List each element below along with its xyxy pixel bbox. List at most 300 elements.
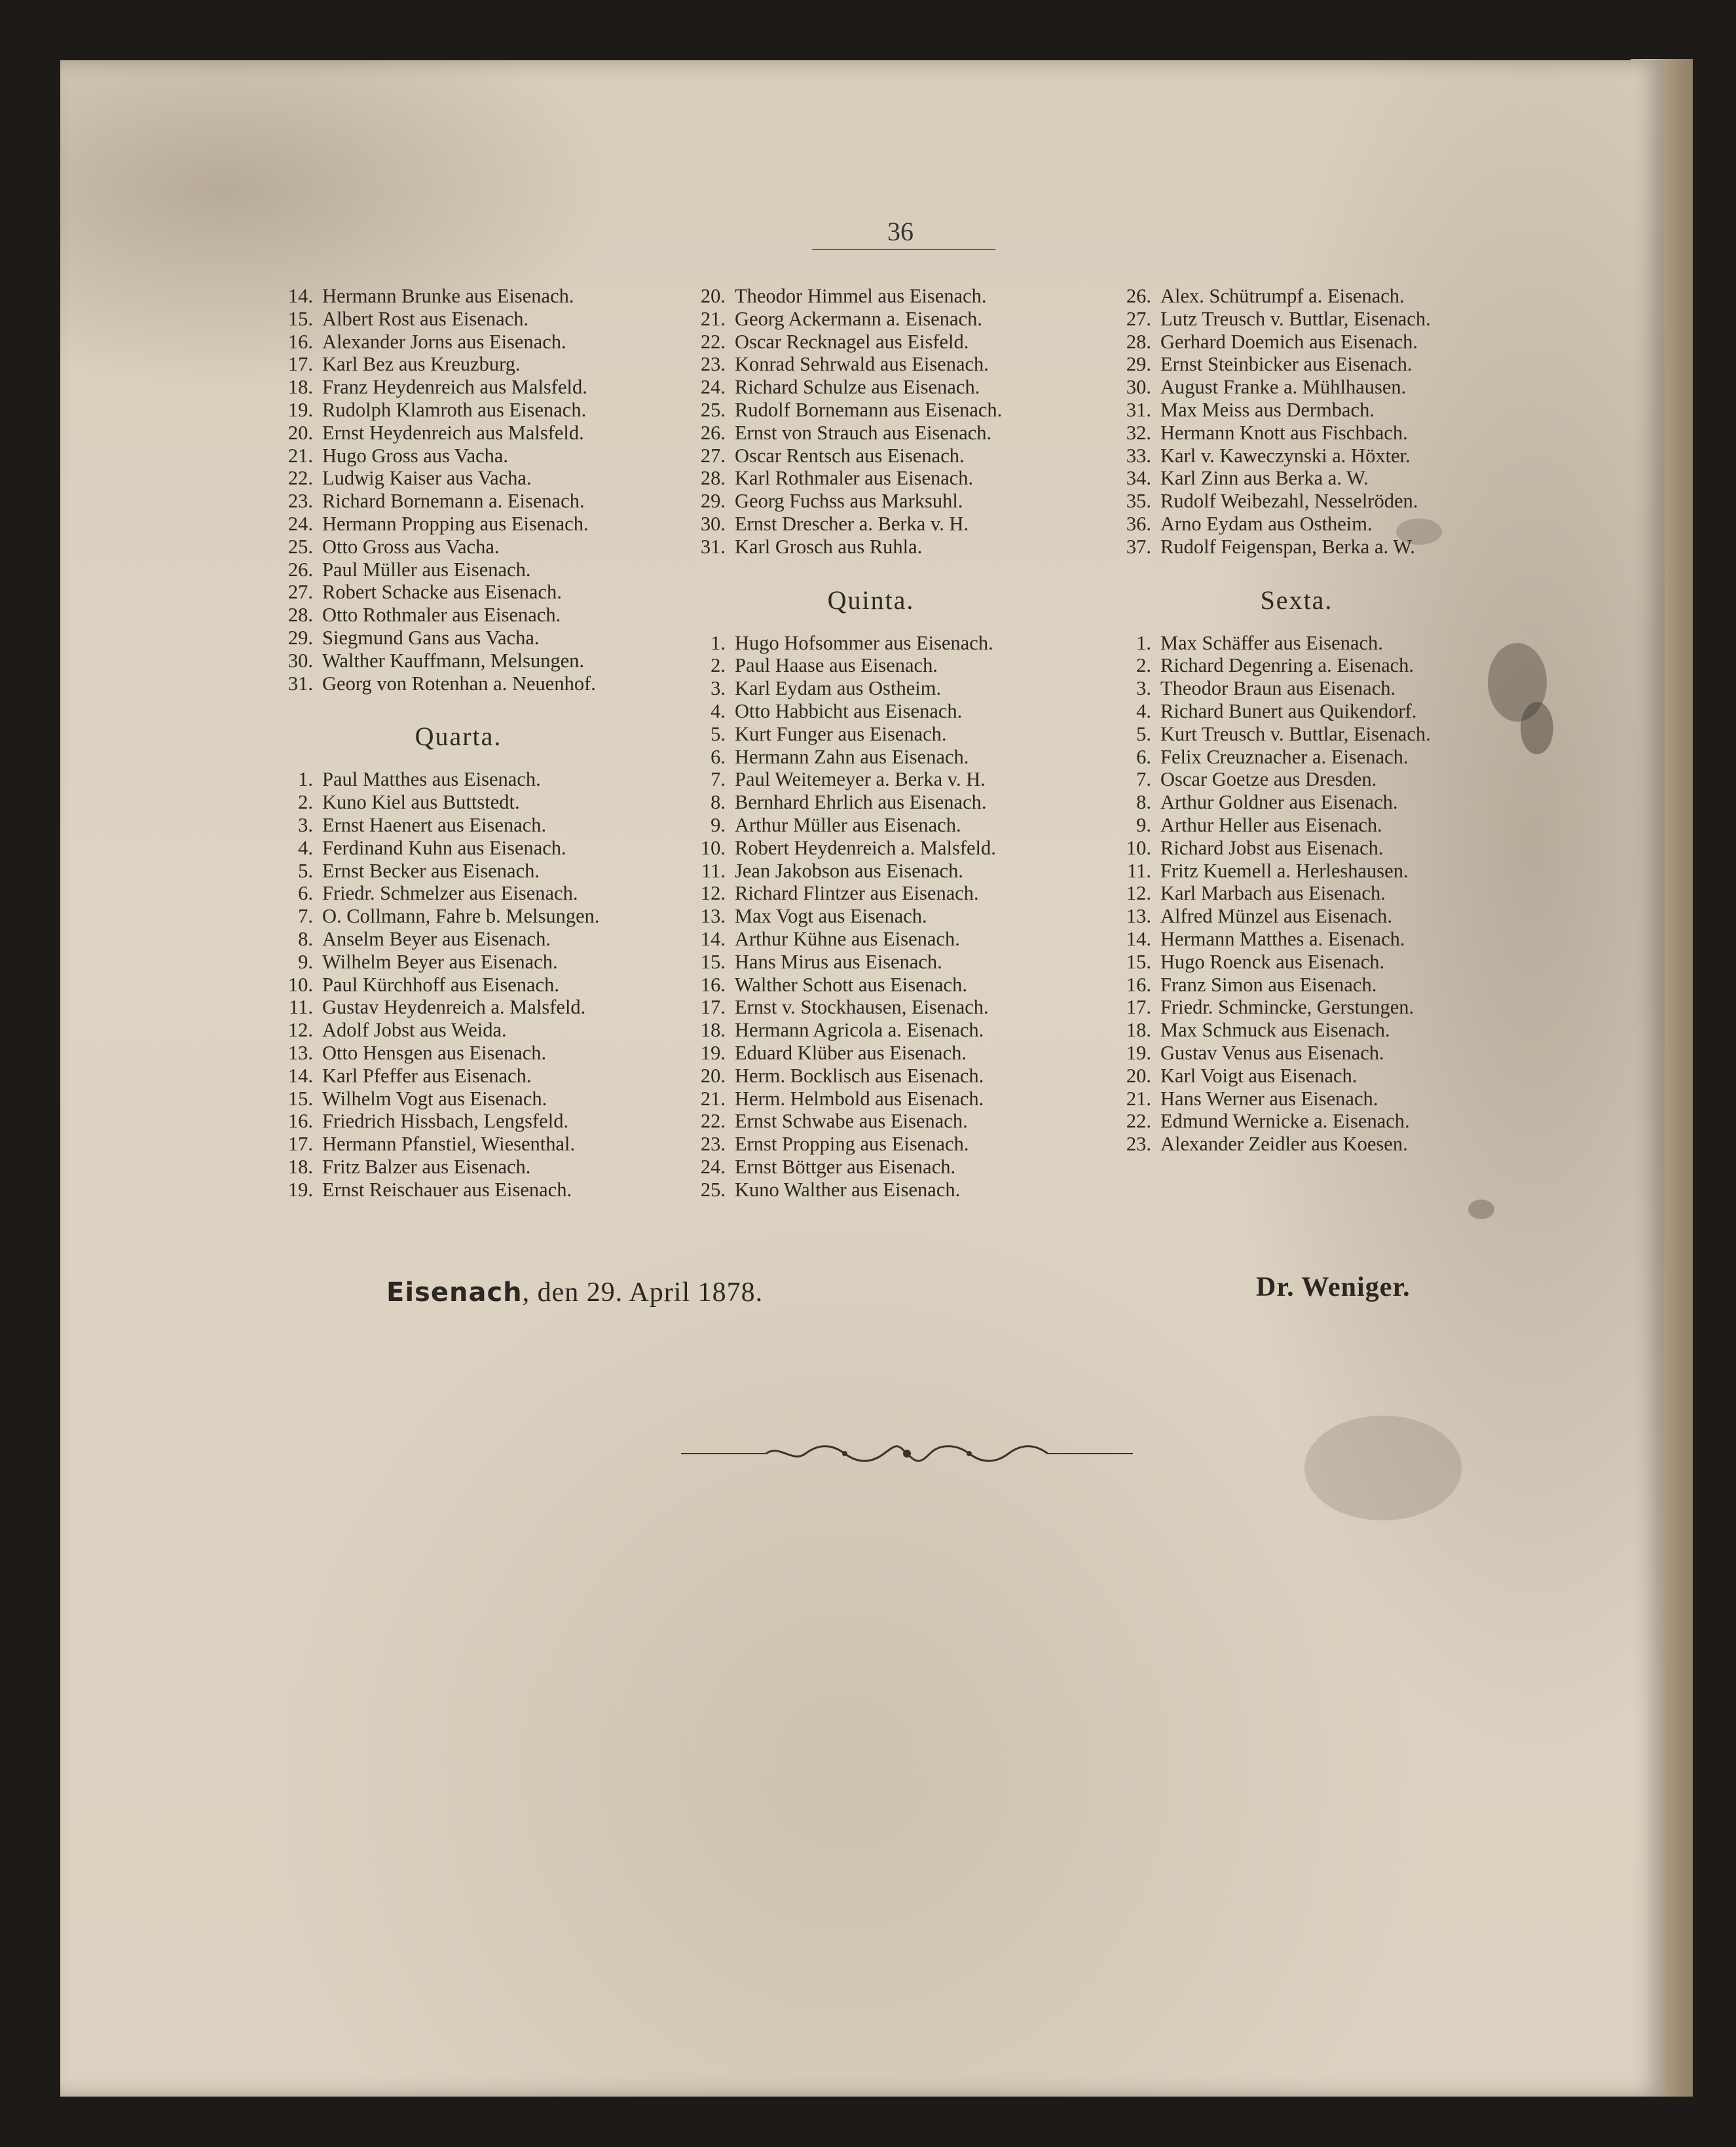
column-1 [268, 285, 674, 1201]
list-item [681, 677, 1100, 700]
list-item-text: Walther Kauffmann, Melsungen. [322, 649, 585, 672]
list-item-number: 2. [1136, 654, 1151, 677]
list-item [1107, 399, 1578, 422]
list-item [681, 768, 1100, 791]
list-item-text: Arthur Heller aus Eisenach. [1160, 813, 1382, 836]
list-item [268, 951, 674, 974]
list-item [1107, 814, 1578, 837]
list-item [268, 604, 674, 627]
list-item-number: 10. [1126, 836, 1151, 859]
list-item-number: 15. [700, 950, 726, 973]
list-item [681, 422, 1100, 445]
list-item-number: 30. [287, 649, 313, 672]
list-item-text: Paul Kürchhoff aus Eisenach. [322, 973, 559, 996]
list-item-number: 23. [700, 1133, 726, 1156]
list-item-text: Ernst Propping aus Eisenach. [735, 1133, 969, 1156]
list-item-number: 5. [1136, 722, 1151, 745]
list-item-number: 7. [1136, 768, 1151, 791]
list-item [681, 1065, 1100, 1088]
list-item-text: Georg von Rotenhan a. Neuenhof. [322, 672, 596, 695]
list-item-number: 2. [711, 654, 726, 677]
list-item [681, 285, 1100, 308]
list-item-number: 24. [287, 512, 313, 535]
list-item [1107, 1088, 1578, 1110]
list-item-number: 22. [700, 330, 726, 353]
list-item [681, 814, 1100, 837]
list-item-text: Karl Marbach aus Eisenach. [1160, 882, 1386, 905]
list-item [268, 331, 674, 354]
list-item [1107, 700, 1578, 723]
list-item-text: Robert Heydenreich a. Malsfeld. [735, 836, 996, 859]
list-item [268, 467, 674, 490]
list-item-number: 16. [700, 973, 726, 996]
list-item-text: Ludwig Kaiser aus Vacha. [322, 467, 532, 490]
list-item [268, 1088, 674, 1110]
list-item-text: Walther Schott aus Eisenach. [735, 973, 967, 996]
list-item [268, 837, 674, 860]
list-item [268, 1133, 674, 1156]
list-item [681, 837, 1100, 860]
list-item-number: 13. [287, 1041, 313, 1064]
list-item [681, 445, 1100, 468]
list-item [1107, 951, 1578, 974]
list-item-text: Kurt Treusch v. Buttlar, Eisenach. [1160, 722, 1431, 745]
list-item [268, 996, 674, 1019]
list-item [268, 1110, 674, 1133]
list-item [1107, 467, 1578, 490]
list-item-number: 26. [700, 421, 726, 444]
list-item [268, 308, 674, 331]
section-heading: Sexta. [1260, 585, 1333, 615]
list-item-number: 6. [1136, 745, 1151, 768]
list-item-text: Karl Zinn aus Berka a. W. [1160, 467, 1369, 490]
list-item-text: Oscar Recknagel aus Eisfeld. [735, 330, 969, 353]
list-item [268, 928, 674, 951]
list-item-number: 22. [1126, 1110, 1151, 1133]
list-item-text: Karl v. Kaweczynski a. Höxter. [1160, 444, 1411, 467]
list-item-text: Otto Hensgen aus Eisenach. [322, 1041, 547, 1064]
list-item-text: Alexander Zeidler aus Koesen. [1160, 1133, 1408, 1156]
list-item-number: 4. [298, 836, 313, 859]
list-item-text: Hugo Roenck aus Eisenach. [1160, 950, 1385, 973]
list-item-text: Rudolph Klamroth aus Eisenach. [322, 398, 587, 421]
list-item [268, 1042, 674, 1065]
list-item-text: Wilhelm Beyer aus Eisenach. [322, 950, 558, 973]
list-item-number: 14. [700, 927, 726, 950]
signature: Dr. Weniger. [1256, 1272, 1411, 1302]
list-item [268, 353, 674, 376]
list-item-number: 28. [1126, 330, 1151, 353]
list-item-number: 32. [1126, 421, 1151, 444]
list-item [681, 905, 1100, 928]
list-item [681, 1133, 1100, 1156]
list-item-number: 9. [711, 813, 726, 836]
list-item [1107, 860, 1578, 883]
list-item [681, 399, 1100, 422]
list-item [1107, 928, 1578, 951]
list-item [1107, 536, 1578, 559]
list-item-number: 1. [711, 631, 726, 654]
list-item-text: Kurt Funger aus Eisenach. [735, 722, 947, 745]
list-item-text: Ernst von Strauch aus Eisenach. [735, 421, 992, 444]
list-item-text: Paul Matthes aus Eisenach. [322, 768, 541, 791]
list-item-text: Hermann Matthes a. Eisenach. [1160, 927, 1405, 950]
list-item-number: 12. [287, 1019, 313, 1042]
list-item [681, 376, 1100, 399]
list-item-number: 24. [700, 1155, 726, 1178]
list-item-number: 15. [1126, 950, 1151, 973]
list-item [1107, 996, 1578, 1019]
list-item-text: Kuno Walther aus Eisenach. [735, 1178, 961, 1201]
list-item [268, 536, 674, 559]
list-item-number: 2. [298, 791, 313, 814]
list-item [1107, 308, 1578, 331]
list-item-text: Paul Haase aus Eisenach. [735, 654, 938, 677]
list-item-text: Herm. Helmbold aus Eisenach. [735, 1087, 984, 1110]
list-item-text: Otto Rothmaler aus Eisenach. [322, 604, 561, 627]
list-item-text: Max Schmuck aus Eisenach. [1160, 1019, 1390, 1042]
list-item [1107, 723, 1578, 746]
list-item-number: 7. [298, 905, 313, 928]
list-item [268, 627, 674, 650]
list-item-number: 8. [711, 791, 726, 814]
list-item-text: Richard Schulze aus Eisenach. [735, 376, 980, 399]
list-item-number: 28. [700, 467, 726, 490]
list-item-text: Ernst Haenert aus Eisenach. [322, 813, 547, 836]
list-item [681, 1179, 1100, 1202]
list-item-text: Alfred Münzel aus Eisenach. [1160, 905, 1393, 928]
list-item-number: 27. [700, 444, 726, 467]
list-item [268, 445, 674, 468]
list-item-number: 19. [700, 1041, 726, 1064]
list-item-text: Otto Gross aus Vacha. [322, 535, 500, 558]
list-item-number: 19. [287, 398, 313, 421]
list-item [1107, 882, 1578, 905]
list-item [268, 791, 674, 814]
list-item-number: 20. [700, 285, 726, 307]
list-item-text: Ernst Steinbicker aus Eisenach. [1160, 353, 1413, 376]
closing-date [386, 1277, 763, 1308]
list-item-number: 29. [1126, 353, 1151, 376]
list-item [681, 746, 1100, 769]
list-item-text: Max Schäffer aus Eisenach. [1160, 631, 1383, 654]
list-item-number: 6. [711, 745, 726, 768]
list-item-number: 10. [700, 836, 726, 859]
list-item-text: Franz Simon aus Eisenach. [1160, 973, 1377, 996]
list-item [1107, 677, 1578, 700]
list-item-text: Arthur Goldner aus Eisenach. [1160, 791, 1398, 814]
list-item-text: Hermann Zahn aus Eisenach. [735, 745, 969, 768]
ink-stain [1304, 1416, 1462, 1520]
list-item-number: 7. [711, 768, 726, 791]
list-item-text: Lutz Treusch v. Buttlar, Eisenach. [1160, 307, 1431, 330]
list-item-text: Karl Bez aus Kreuzburg. [322, 353, 521, 376]
list-item [1107, 445, 1578, 468]
list-item [268, 882, 674, 905]
list-item-text: Ernst Reischauer aus Eisenach. [322, 1178, 572, 1201]
list-item-text: Friedr. Schmelzer aus Eisenach. [322, 882, 578, 905]
list-item [681, 1019, 1100, 1042]
list-item [681, 723, 1100, 746]
list-item [268, 490, 674, 513]
list-item-number: 31. [1126, 398, 1151, 421]
list-item [681, 654, 1100, 677]
list-item-number: 4. [711, 699, 726, 722]
list-item [1107, 905, 1578, 928]
list-item-text: Ernst Becker aus Eisenach. [322, 859, 540, 882]
closing-city: Eisenach [386, 1277, 523, 1308]
column-3 [1107, 285, 1578, 1156]
list-item-number: 14. [287, 285, 313, 307]
section-heading: Quarta. [415, 722, 502, 752]
list-item-number: 22. [287, 467, 313, 490]
list-item-number: 19. [287, 1178, 313, 1201]
list-item [1107, 422, 1578, 445]
list-item-text: Theodor Braun aus Eisenach. [1160, 677, 1396, 700]
list-item [268, 650, 674, 672]
list-item-number: 25. [700, 398, 726, 421]
list-item-text: Hugo Hofsommer aus Eisenach. [735, 631, 993, 654]
list-item [681, 513, 1100, 536]
list-item [268, 672, 674, 695]
list-item-text: Hermann Brunke aus Eisenach. [322, 285, 574, 307]
list-item [1107, 1019, 1578, 1042]
list-item-text: Arthur Müller aus Eisenach. [735, 813, 961, 836]
list-item-text: Fritz Balzer aus Eisenach. [322, 1155, 531, 1178]
section-heading: Quinta. [827, 585, 915, 615]
list-item-text: Paul Müller aus Eisenach. [322, 558, 531, 581]
list-item-text: Friedr. Schmincke, Gerstungen. [1160, 996, 1414, 1019]
list-item-number: 9. [1136, 813, 1151, 836]
list-item-text: Oscar Goetze aus Dresden. [1160, 768, 1377, 791]
list-item [1107, 654, 1578, 677]
list-item [681, 996, 1100, 1019]
list-item-number: 12. [700, 882, 726, 905]
list-item [681, 490, 1100, 513]
list-item [1107, 513, 1578, 536]
list-item-number: 30. [700, 512, 726, 535]
list-item-text: Karl Rothmaler aus Eisenach. [735, 467, 974, 490]
list-item-text: Ernst Drescher a. Berka v. H. [735, 512, 969, 535]
list-item-text: Fritz Kuemell a. Herleshausen. [1160, 859, 1409, 882]
list-item-number: 3. [711, 677, 726, 700]
list-item-number: 20. [1126, 1064, 1151, 1087]
list-item-number: 23. [287, 490, 313, 513]
list-item [1107, 837, 1578, 860]
list-item-text: Richard Degenring a. Eisenach. [1160, 654, 1414, 677]
list-item [1107, 768, 1578, 791]
list-item-number: 23. [1126, 1133, 1151, 1156]
list-item-text: Theodor Himmel aus Eisenach. [735, 285, 987, 307]
list-item-text: Karl Grosch aus Ruhla. [735, 535, 923, 558]
ornament-divider [681, 1437, 1133, 1470]
list-item [268, 768, 674, 791]
list-item [268, 581, 674, 604]
list-item [268, 1019, 674, 1042]
list-item-number: 29. [700, 490, 726, 513]
list-item [1107, 285, 1578, 308]
list-item [268, 422, 674, 445]
list-item [681, 700, 1100, 723]
list-item-text: Karl Pfeffer aus Eisenach. [322, 1064, 532, 1087]
list-item-number: 35. [1126, 490, 1151, 513]
list-item-text: Albert Rost aus Eisenach. [322, 307, 529, 330]
list-item-text: Otto Habbicht aus Eisenach. [735, 699, 963, 722]
list-item-text: Paul Weitemeyer a. Berka v. H. [735, 768, 986, 791]
page-number: 36 [887, 217, 914, 246]
list-item [1107, 331, 1578, 354]
list-item-number: 18. [700, 1019, 726, 1042]
list-item-text: Rudolf Weibezahl, Nesselröden. [1160, 490, 1418, 513]
list-item-text: Max Vogt aus Eisenach. [735, 905, 927, 928]
list-item-number: 37. [1126, 535, 1151, 558]
list-item [681, 1156, 1100, 1179]
list-item [681, 467, 1100, 490]
list-item-number: 24. [700, 376, 726, 399]
list-item-text: Friedrich Hissbach, Lengsfeld. [322, 1110, 569, 1133]
list-item-text: Herm. Bocklisch aus Eisenach. [735, 1064, 984, 1087]
list-item-text: Wilhelm Vogt aus Eisenach. [322, 1087, 547, 1110]
list-item [268, 860, 674, 883]
list-item-number: 31. [700, 535, 726, 558]
list-item-number: 15. [287, 1087, 313, 1110]
list-item-text: Hermann Agricola a. Eisenach. [735, 1019, 984, 1042]
list-item [681, 308, 1100, 331]
list-item-number: 21. [1126, 1087, 1151, 1110]
list-item-number: 29. [287, 626, 313, 649]
list-item-number: 18. [287, 376, 313, 399]
list-item-text: Arthur Kühne aus Eisenach. [735, 927, 960, 950]
list-item [681, 632, 1100, 655]
list-item-text: Gustav Venus aus Eisenach. [1160, 1041, 1384, 1064]
list-item-number: 8. [298, 927, 313, 950]
list-item-number: 16. [1126, 973, 1151, 996]
list-item [268, 513, 674, 536]
list-item-number: 25. [287, 535, 313, 558]
list-item-number: 30. [1126, 376, 1151, 399]
list-item-number: 17. [1126, 996, 1151, 1019]
list-item-number: 9. [298, 950, 313, 973]
list-item [681, 353, 1100, 376]
list-item [1107, 1133, 1578, 1156]
list-item-number: 33. [1126, 444, 1151, 467]
list-item [268, 1065, 674, 1088]
list-item-text: Konrad Sehrwald aus Eisenach. [735, 353, 989, 376]
list-item-number: 21. [700, 1087, 726, 1110]
list-item-number: 11. [289, 996, 313, 1019]
list-item-text: Ferdinand Kuhn aus Eisenach. [322, 836, 566, 859]
list-item-text: Arno Eydam aus Ostheim. [1160, 512, 1373, 535]
list-item-text: Hermann Propping aus Eisenach. [322, 512, 589, 535]
list-item-number: 16. [287, 330, 313, 353]
page-number-rule [812, 249, 995, 250]
list-item [681, 1110, 1100, 1133]
list-item [268, 1156, 674, 1179]
list-item-text: Richard Bornemann a. Eisenach. [322, 490, 585, 513]
list-item-number: 15. [287, 307, 313, 330]
list-item-number: 4. [1136, 699, 1151, 722]
list-item-text: O. Collmann, Fahre b. Melsungen. [322, 905, 600, 928]
list-item-number: 28. [287, 604, 313, 627]
list-item-number: 23. [700, 353, 726, 376]
list-item [681, 536, 1100, 559]
list-item [1107, 632, 1578, 655]
list-item [1107, 791, 1578, 814]
list-item-text: Franz Heydenreich aus Malsfeld. [322, 376, 587, 399]
list-item [681, 928, 1100, 951]
list-item-number: 31. [287, 672, 313, 695]
list-item [268, 974, 674, 997]
list-item [1107, 746, 1578, 769]
list-item-number: 13. [1126, 905, 1151, 928]
list-item-text: Alexander Jorns aus Eisenach. [322, 330, 566, 353]
list-item [1107, 1042, 1578, 1065]
list-item-number: 13. [700, 905, 726, 928]
list-item-text: Ernst v. Stockhausen, Eisenach. [735, 996, 989, 1019]
list-item-text: Hermann Pfanstiel, Wiesenthal. [322, 1133, 576, 1156]
ink-stain [1468, 1200, 1494, 1219]
list-item-number: 11. [701, 859, 726, 882]
list-item-number: 26. [287, 558, 313, 581]
list-item-text: Hans Werner aus Eisenach. [1160, 1087, 1378, 1110]
list-item-number: 18. [1126, 1019, 1151, 1042]
list-item-number: 36. [1126, 512, 1151, 535]
list-item-text: Hans Mirus aus Eisenach. [735, 950, 942, 973]
list-item-number: 1. [298, 768, 313, 791]
list-item-number: 17. [700, 996, 726, 1019]
list-item-number: 19. [1126, 1041, 1151, 1064]
list-item-number: 17. [287, 1133, 313, 1156]
list-item-text: Rudolf Feigenspan, Berka a. W. [1160, 535, 1415, 558]
list-item-text: Siegmund Gans aus Vacha. [322, 626, 540, 649]
list-item-text: Richard Jobst aus Eisenach. [1160, 836, 1384, 859]
list-item-text: Kuno Kiel aus Buttstedt. [322, 791, 520, 814]
list-item-text: Ernst Schwabe aus Eisenach. [735, 1110, 968, 1133]
list-item [268, 1179, 674, 1202]
list-item-text: Alex. Schütrumpf a. Eisenach. [1160, 285, 1405, 307]
list-item-text: Anselm Beyer aus Eisenach. [322, 927, 551, 950]
list-item-number: 6. [298, 882, 313, 905]
list-item-number: 27. [287, 581, 313, 604]
list-item-text: Georg Fuchss aus Marksuhl. [735, 490, 963, 513]
list-item [681, 951, 1100, 974]
list-item-number: 20. [287, 421, 313, 444]
list-item [1107, 1065, 1578, 1088]
list-item-number: 3. [298, 813, 313, 836]
list-item-number: 8. [1136, 791, 1151, 814]
list-item-text: Max Meiss aus Dermbach. [1160, 398, 1375, 421]
list-item-text: Richard Bunert aus Quikendorf. [1160, 699, 1417, 722]
list-item [681, 331, 1100, 354]
list-item-number: 27. [1126, 307, 1151, 330]
list-item [1107, 353, 1578, 376]
list-item-text: Edmund Wernicke a. Eisenach. [1160, 1110, 1410, 1133]
list-item-number: 17. [287, 353, 313, 376]
column-2 [681, 285, 1100, 1201]
list-item [681, 1042, 1100, 1065]
closing-date-text: , den 29. April 1878. [522, 1277, 764, 1308]
list-item [1107, 974, 1578, 997]
list-item-number: 12. [1126, 882, 1151, 905]
list-item [681, 882, 1100, 905]
list-item-number: 11. [1127, 859, 1151, 882]
list-item-text: Oscar Rentsch aus Eisenach. [735, 444, 965, 467]
list-item [268, 376, 674, 399]
list-item-text: Ernst Böttger aus Eisenach. [735, 1155, 956, 1178]
list-item-number: 21. [287, 444, 313, 467]
list-item-text: Ernst Heydenreich aus Malsfeld. [322, 421, 584, 444]
list-item-number: 16. [287, 1110, 313, 1133]
